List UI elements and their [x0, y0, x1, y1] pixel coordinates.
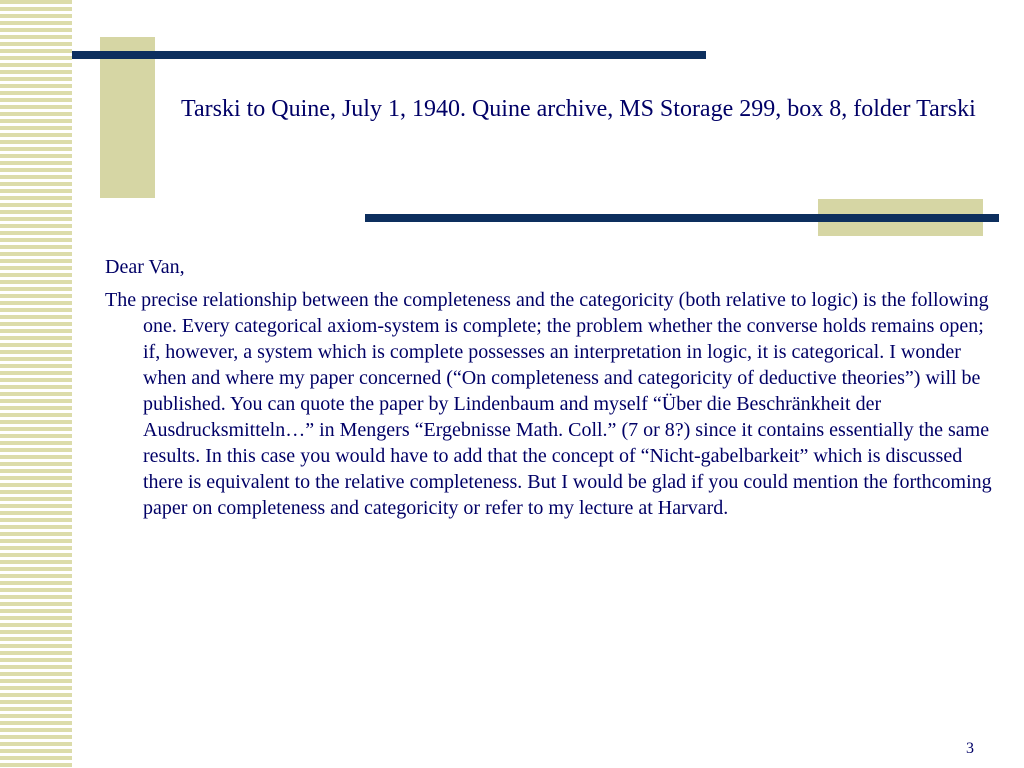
decorative-stripes [0, 0, 72, 768]
slide-title: Tarski to Quine, July 1, 1940. Quine archive, MS Storage 299, box 8, folder Tarski [181, 96, 976, 122]
title-accent-block [100, 37, 155, 198]
letter-paragraph: The precise relationship between the completeness and the categoricity (both relative to logic) is the following one. Every categorical axiom-system is complete; the problem whether the converse holds remains open; if, however, a system which is complete possesses an interpretation in logic, it is categorical. I wonder when and where my paper concerned (“On completeness and categoricity of deductive theories”) will be published. You can quote the paper by Lindenbaum and myself “Über die Beschränkheit der Ausdrucksmitteln…” in Mengers “Ergebnisse Math. Coll.” (7 or 8?) since it contains essentially the same results. In this case you would have to add that the concept of “Nicht-gabelbarkeit” which is discussed there is equivalent to the relative completeness. But I would be glad if you could mention the forthcoming paper on completeness and categoricity or refer to my lecture at Harvard. [105, 289, 992, 519]
bottom-divider-bar [365, 214, 999, 222]
slide-body [105, 254, 995, 528]
top-divider-bar [72, 51, 706, 59]
page-number: 3 [966, 740, 974, 757]
salutation: Dear Van, [105, 256, 185, 278]
